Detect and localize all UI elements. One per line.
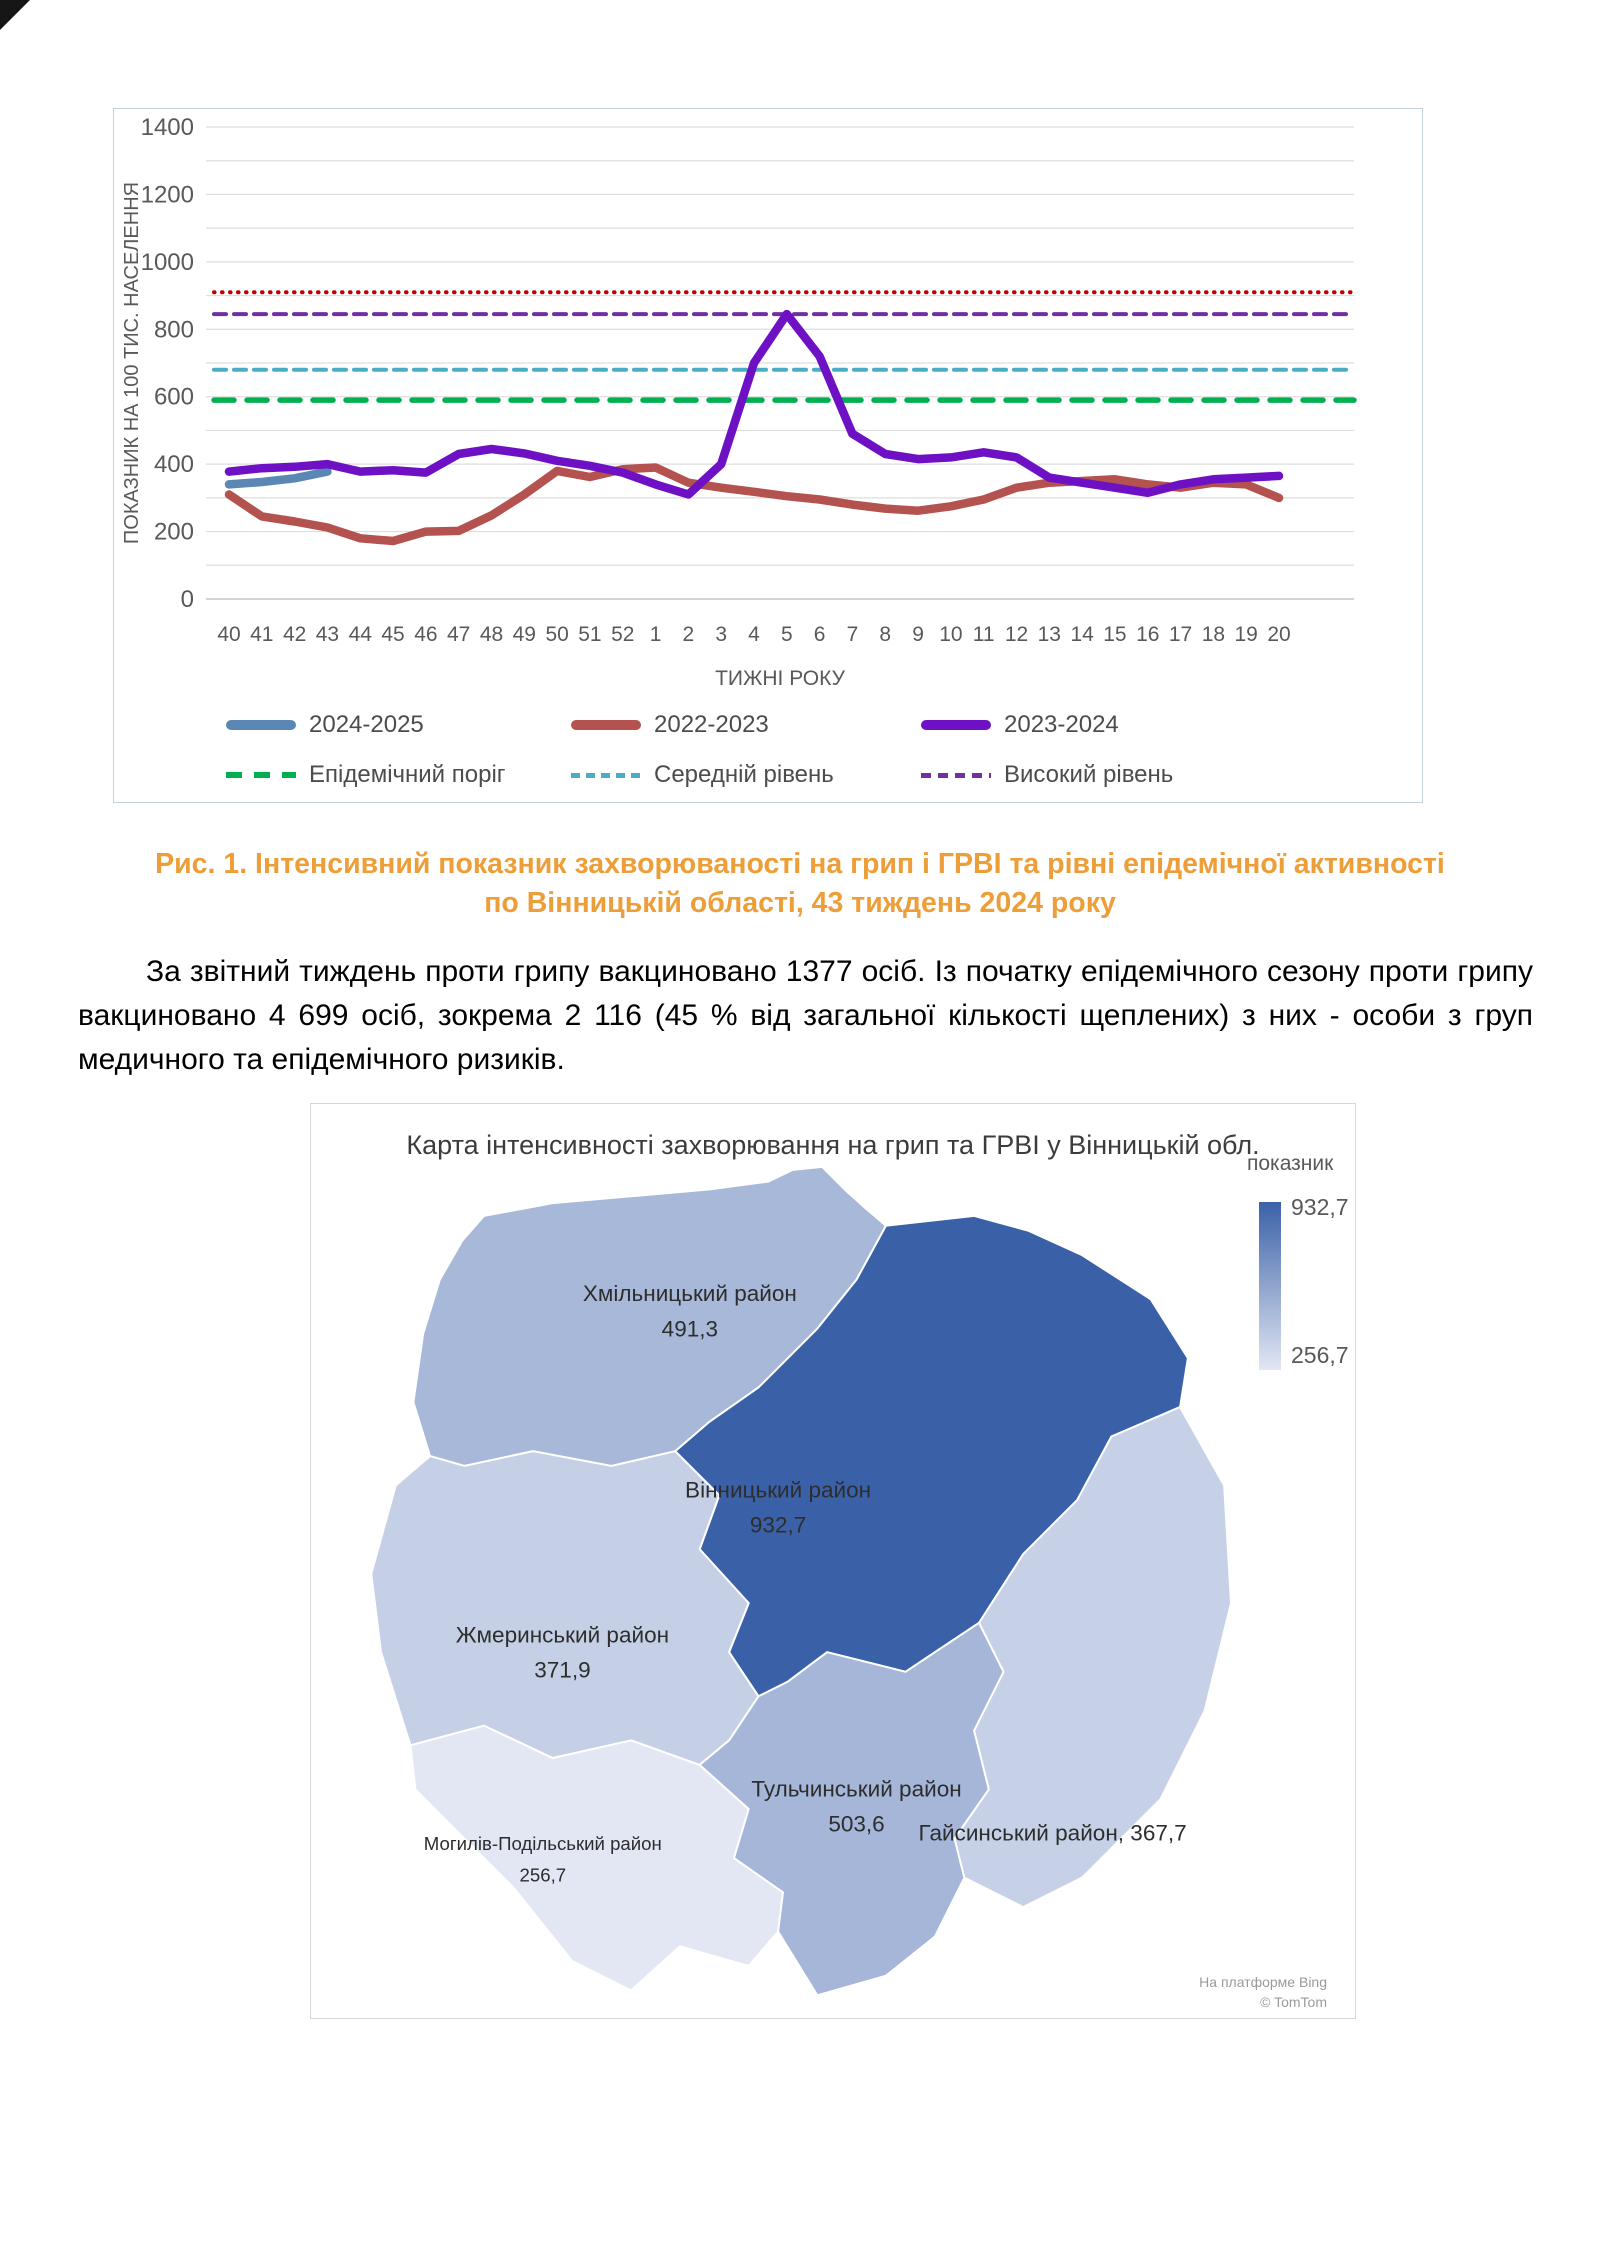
map-legend-title: показник: [1247, 1152, 1334, 1175]
x-tick-label: 43: [315, 623, 340, 646]
district-label: Жмеринський район: [455, 1622, 670, 1648]
district-label: Тульчинський район: [751, 1776, 962, 1802]
y-tick-label: 800: [153, 316, 194, 344]
x-tick-label: 7: [846, 623, 859, 646]
district-value: 256,7: [519, 1864, 567, 1886]
x-tick-label: 17: [1168, 623, 1193, 646]
x-tick-label: 15: [1103, 623, 1127, 646]
legend-item: 2024-2025: [226, 705, 424, 745]
y-tick-label: 1400: [140, 114, 194, 141]
line-chart: [114, 109, 1424, 704]
map-attribution-copyright: © TomTom: [1260, 1994, 1327, 2011]
x-tick-label: 12: [1004, 623, 1029, 646]
series-line-2022-2023: [229, 468, 1279, 542]
district-map: [323, 1162, 1243, 2010]
district-label: Хмільницький район: [582, 1281, 797, 1307]
map-legend-gradient-wrap: [1247, 1194, 1352, 1384]
legend-max-label: 932,7: [1291, 1194, 1349, 1220]
x-tick-label: 18: [1201, 623, 1226, 646]
x-tick-label: 1: [649, 623, 662, 646]
x-tick-label: 19: [1234, 623, 1258, 646]
district-map-wrap: [323, 1162, 1243, 2010]
district-value: 503,6: [828, 1811, 885, 1837]
x-tick-label: 52: [611, 623, 635, 646]
map-attribution: [1199, 1972, 1327, 2013]
x-tick-label: 48: [479, 623, 504, 646]
x-tick-label: 14: [1070, 623, 1094, 646]
body-paragraph: За звітний тиждень проти грипу вакциновано 1377 осіб. Із початку епідемічного сезону проти грипу вакциновано 4 699 осіб, зокрема 2 116 (45 % від загальної кількості щеплених) з них - особи з груп медичного та епідемічного ризиків.: [78, 955, 1533, 1077]
y-tick-label: 1200: [140, 181, 194, 209]
x-tick-label: 8: [879, 623, 892, 646]
y-tick-label: 200: [153, 518, 194, 546]
district-value: 491,3: [661, 1316, 719, 1342]
x-tick-label: 11: [972, 623, 995, 646]
series-line-2023-2024: [229, 314, 1279, 494]
y-tick-label: 400: [153, 451, 194, 479]
y-tick-label: 0: [180, 586, 194, 613]
x-tick-label: 47: [447, 623, 471, 646]
x-axis-title: ТИЖНІ РОКУ: [715, 667, 845, 690]
map-attribution-platform: На платформе Bing: [1199, 1974, 1327, 1990]
map-legend: [1247, 1152, 1352, 1384]
x-tick-label: 6: [813, 623, 826, 646]
x-tick-label: 49: [512, 623, 536, 646]
x-tick-label: 50: [545, 623, 569, 646]
x-tick-label: 9: [912, 623, 924, 646]
district-label: Вінницький район: [685, 1477, 872, 1503]
chart-legend-row-series: [114, 705, 1422, 745]
x-tick-label: 45: [381, 623, 405, 646]
map-title: Карта інтенсивності захворювання на грип та ГРВІ у Вінницькій обл.: [406, 1130, 1260, 1160]
legend-item: 2022-2023: [571, 705, 769, 745]
y-tick-label: 600: [153, 383, 194, 411]
page-corner-mark: [0, 0, 30, 30]
district-value: 371,9: [534, 1657, 591, 1683]
district-label: Могилів-Подільський район: [423, 1833, 662, 1855]
x-tick-label: 4: [748, 623, 760, 646]
x-tick-label: 5: [780, 623, 793, 646]
legend-gradient-bar: [1259, 1202, 1281, 1370]
map-figure-box: [310, 1103, 1356, 2019]
x-tick-label: 40: [217, 623, 241, 646]
x-tick-label: 44: [348, 623, 372, 646]
x-tick-label: 3: [715, 623, 728, 646]
y-axis-title: ПОКАЗНИК НА 100 ТИС. НАСЕЛЕННЯ: [121, 181, 143, 545]
x-tick-label: 13: [1037, 623, 1061, 646]
chart-legend-row-levels: [114, 755, 1422, 795]
legend-min-label: 256,7: [1291, 1342, 1349, 1368]
legend-item: Високий рівень: [921, 755, 1173, 795]
x-tick-label: 51: [578, 623, 602, 646]
y-tick-label: 1000: [140, 248, 194, 276]
legend-item: Епідемічний поріг: [226, 755, 506, 795]
figure1-chart-box: [113, 108, 1423, 803]
x-tick-label: 41: [250, 623, 274, 646]
legend-item: Середній рівень: [571, 755, 834, 795]
x-tick-label: 42: [282, 623, 307, 646]
x-tick-label: 2: [682, 623, 695, 646]
district-label: Гайсинський район, 367,7: [918, 1820, 1187, 1846]
legend-item: 2023-2024: [921, 705, 1119, 745]
x-tick-label: 10: [939, 623, 963, 646]
figure1-caption: Рис. 1. Інтенсивний показник захворюваності на грип і ГРВІ та рівні епідемічної активності по Вінницькій області, 43 тиждень 2024 року: [155, 848, 1445, 920]
x-tick-label: 16: [1136, 623, 1160, 646]
x-tick-label: 20: [1267, 623, 1291, 646]
district-value: 932,7: [749, 1512, 807, 1538]
x-tick-label: 46: [414, 623, 438, 646]
